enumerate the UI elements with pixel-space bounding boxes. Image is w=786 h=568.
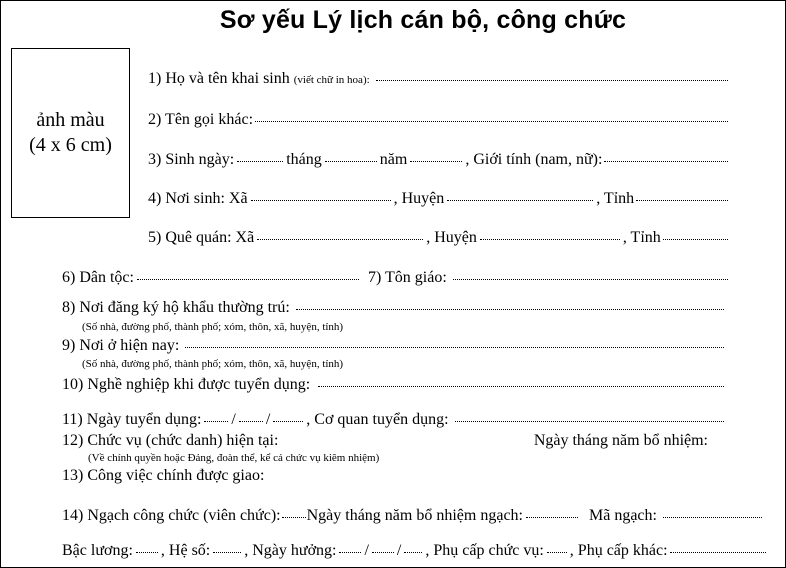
birthplace-district-label: , Huyện <box>393 190 445 207</box>
grade-appoint-input[interactable] <box>526 517 578 518</box>
position-appoint-label: Ngày tháng năm bổ nhiệm: <box>533 432 708 449</box>
permanent-address-label: 8) Nơi đăng ký hộ khẩu thường trú: <box>62 299 290 316</box>
recruitment-date-label: 11) Ngày tuyển dụng: <box>62 411 202 428</box>
position-label: 12) Chức vụ (chức danh) hiện tại: <box>62 432 279 449</box>
ethnic-input[interactable] <box>137 279 359 280</box>
birth-year-input[interactable] <box>410 161 462 162</box>
religion-input[interactable] <box>453 279 728 280</box>
recruitment-sep1: / <box>231 411 236 428</box>
occupation-label: 10) Nghề nghiệp khi được tuyển dụng: <box>62 376 311 393</box>
full-name-label: 1) Họ và tên khai sinh <box>148 70 290 87</box>
birthplace-commune-input[interactable] <box>251 200 391 201</box>
permanent-address-note: (Số nhà, đường phố, thành phố; xóm, thôn, xã, huyện, tỉnh) <box>82 321 344 333</box>
salary-coef-label: , Hệ số: <box>160 542 211 559</box>
position-note: (Về chính quyền hoặc Đảng, đoàn thể, kể cả chức vụ kiêm nhiệm) <box>88 452 380 464</box>
recruitment-agency-input[interactable] <box>455 421 724 422</box>
gender-label: , Giới tính (nam, nữ): <box>465 151 603 168</box>
salary-date-label: , Ngày hưởng: <box>244 542 337 559</box>
hometown-commune-input[interactable] <box>257 239 423 240</box>
birthplace-province-input[interactable] <box>636 200 728 201</box>
photo-box <box>11 48 130 218</box>
field-occupation[interactable] <box>62 376 726 394</box>
field-other-name[interactable] <box>148 111 730 129</box>
religion-label: 7) Tôn giáo: <box>367 269 447 286</box>
field-salary[interactable] <box>62 542 768 560</box>
current-address-note: (Số nhà, đường phố, thành phố; xóm, thôn, xã, huyện, tỉnh) <box>82 358 344 370</box>
field-current-address[interactable] <box>62 337 726 355</box>
permanent-address-input[interactable] <box>296 309 724 310</box>
salary-coef-input[interactable] <box>213 552 241 553</box>
salary-sep1: / <box>364 542 369 559</box>
hometown-district-input[interactable] <box>480 239 620 240</box>
field-ethnic-religion[interactable] <box>62 269 730 287</box>
field-recruitment[interactable] <box>62 411 726 429</box>
full-name-hint: (viết chữ in hoa): <box>293 74 370 86</box>
salary-level-label: Bậc lương: <box>62 542 133 559</box>
salary-month-input[interactable] <box>372 552 394 553</box>
field-hometown[interactable] <box>148 229 730 247</box>
recruitment-day-input[interactable] <box>204 421 228 422</box>
other-name-input[interactable] <box>255 121 728 122</box>
grade-code-input[interactable] <box>663 517 762 518</box>
field-civil-grade[interactable] <box>62 507 764 525</box>
current-address-label: 9) Nơi ở hiện nay: <box>62 337 180 354</box>
other-allowance-label: , Phụ cấp khác: <box>569 542 668 559</box>
birth-month-input[interactable] <box>325 161 377 162</box>
birth-year-label: năm <box>379 151 408 168</box>
field-position[interactable] <box>62 432 726 450</box>
position-allowance-input[interactable] <box>547 552 567 553</box>
other-allowance-input[interactable] <box>670 552 766 553</box>
birthplace-district-input[interactable] <box>447 200 593 201</box>
hometown-province-label: , Tỉnh <box>622 229 661 246</box>
salary-level-input[interactable] <box>136 552 158 553</box>
hometown-commune-label: 5) Quê quán: Xã <box>148 229 255 246</box>
recruitment-year-input[interactable] <box>273 421 303 422</box>
recruitment-agency-label: , Cơ quan tuyển dụng: <box>306 411 449 428</box>
salary-sep2: / <box>396 542 402 559</box>
salary-year-input[interactable] <box>404 552 422 553</box>
other-name-label: 2) Tên gọi khác: <box>148 111 254 128</box>
field-permanent-address[interactable] <box>62 299 726 317</box>
birth-month-label: tháng <box>286 151 322 168</box>
salary-day-input[interactable] <box>339 552 361 553</box>
birthplace-commune-label: 4) Nơi sinh: Xã <box>148 190 248 207</box>
birth-day-input[interactable] <box>237 161 283 162</box>
birth-label: 3) Sinh ngày: <box>148 151 235 168</box>
hometown-district-label: , Huyện <box>426 229 477 246</box>
birthplace-province-label: , Tỉnh <box>596 190 635 207</box>
civil-grade-input[interactable] <box>282 517 306 518</box>
ethnic-label: 6) Dân tộc: <box>62 269 134 286</box>
hometown-province-input[interactable] <box>663 239 728 240</box>
civil-grade-label: 14) Ngạch công chức (viên chức): <box>62 507 281 524</box>
recruitment-month-input[interactable] <box>239 421 263 422</box>
field-birthplace[interactable] <box>148 190 730 208</box>
field-full-name[interactable] <box>148 70 730 88</box>
grade-code-label: Mã ngạch: <box>588 507 657 524</box>
form-title: Sơ yếu Lý lịch cán bộ, công chức <box>219 6 627 34</box>
field-main-work[interactable] <box>62 467 726 485</box>
main-work-label: 13) Công việc chính được giao: <box>62 467 265 484</box>
current-address-input[interactable] <box>185 347 724 348</box>
occupation-input[interactable] <box>318 386 724 387</box>
position-allowance-label: , Phụ cấp chức vụ: <box>425 542 544 559</box>
recruitment-sep2: / <box>265 411 271 428</box>
grade-appoint-label: Ngày tháng năm bổ nhiệm ngạch: <box>306 507 523 524</box>
photo-label-line2: (4 x 6 cm) <box>29 134 112 156</box>
gender-input[interactable] <box>604 161 728 162</box>
field-birth[interactable] <box>148 151 730 169</box>
photo-label-line1: ảnh màu <box>36 109 105 131</box>
full-name-input[interactable] <box>376 80 728 81</box>
